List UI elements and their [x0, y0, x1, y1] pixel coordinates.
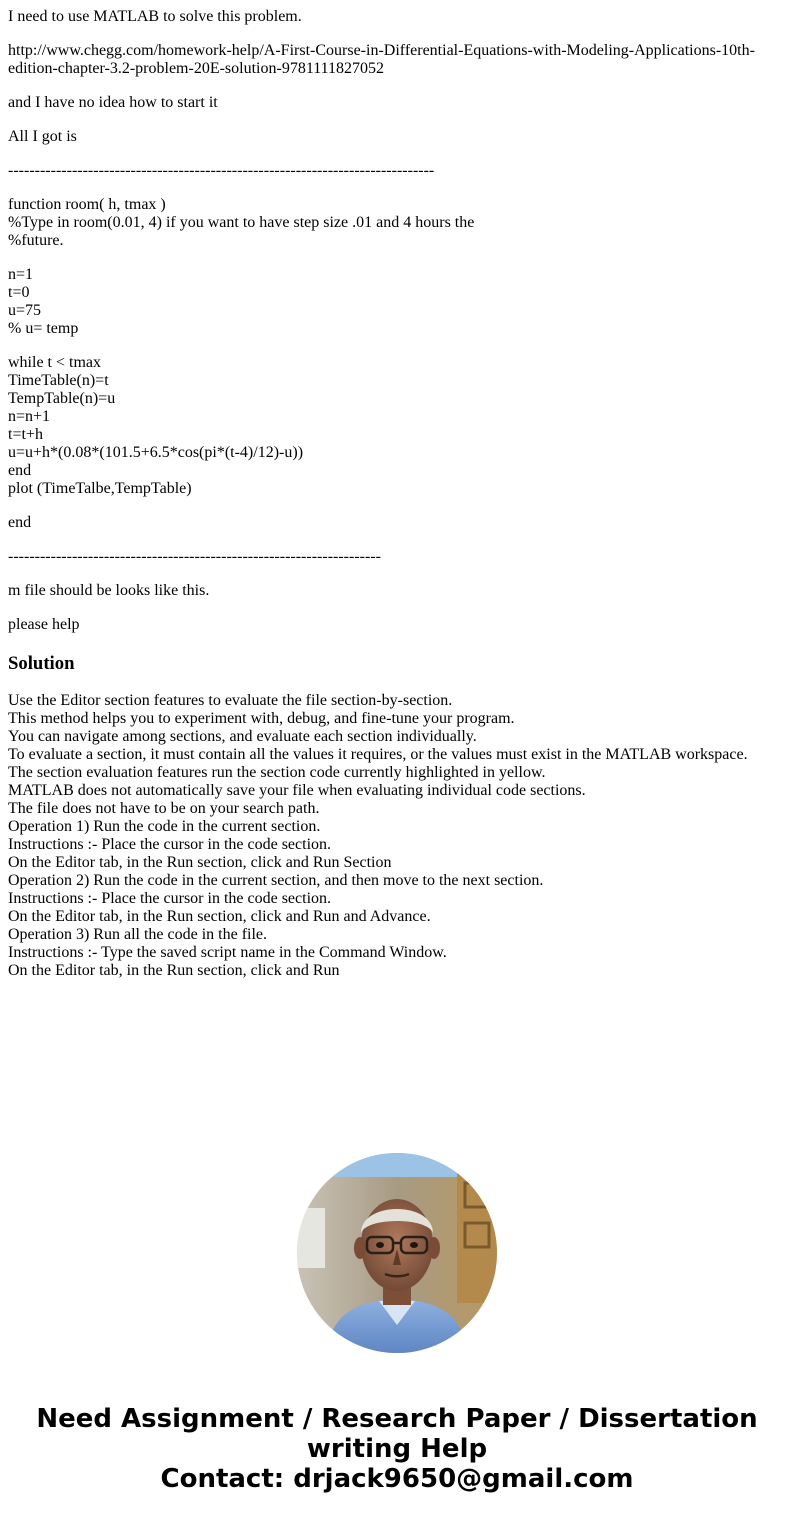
separator-top: --------------------------------------------------------------------------------: [8, 162, 435, 179]
footer-line-1: Need Assignment / Research Paper / Dissertation: [36, 1404, 758, 1434]
solution-line: Operation 2) Run the code in the current section, and then move to the next section.: [8, 872, 544, 889]
problem-link-text: http://www.chegg.com/homework-help/A-First-Course-in-Differential-Equations-with-Modeling-Applications-10th-edition-chapter-3.2-problem-20E-solution-9781111827052: [8, 42, 755, 77]
code-line: while t < tmax: [8, 354, 102, 371]
code-line: u=75: [8, 302, 42, 319]
avatar-portrait-icon: [297, 1153, 497, 1353]
question-body: [8, 0, 786, 650]
code-line: n=1: [8, 266, 34, 283]
code-line: %Type in room(0.01, 4) if you want to have step size .01 and 4 hours the: [8, 214, 475, 231]
solution-heading-wrap: [8, 653, 74, 675]
solution-line: On the Editor tab, in the Run section, click and Run and Advance.: [8, 908, 431, 925]
solution-line: MATLAB does not automatically save your file when evaluating individual code sections.: [8, 782, 586, 799]
solution-line: You can navigate among sections, and evaluate each section individually.: [8, 728, 477, 745]
solution-line: On the Editor tab, in the Run section, click and Run: [8, 962, 340, 979]
footer-banner: [0, 1404, 794, 1494]
code-line: % u= temp: [8, 320, 79, 337]
footer-contact: Contact: drjack9650@gmail.com: [160, 1464, 634, 1494]
solution-line: Instructions :- Type the saved script name in the Command Window.: [8, 944, 447, 961]
solution-line: Instructions :- Place the cursor in the code section.: [8, 890, 332, 907]
code-line: u=u+h*(0.08*(101.5+6.5*cos(pi*(t-4)/12)-u)): [8, 444, 304, 461]
solution-line: Operation 3) Run all the code in the file.: [8, 926, 268, 943]
code-line: end: [8, 462, 32, 479]
code-line: %future.: [8, 232, 64, 249]
code-line: plot (TimeTalbe,TempTable): [8, 480, 192, 497]
code-line: n=n+1: [8, 408, 51, 425]
solution-heading: Solution: [8, 653, 75, 674]
code-line: end: [8, 514, 32, 531]
footer-line-2: writing Help: [306, 1434, 488, 1464]
code-init-block: [8, 266, 786, 338]
solution-line: On the Editor tab, in the Run section, click and Run Section: [8, 854, 392, 871]
solution-body: [8, 692, 786, 980]
solution-line: Use the Editor section features to evaluate the file section-by-section.: [8, 692, 453, 709]
code-header-block: [8, 196, 786, 250]
question-no-idea: and I have no idea how to start it: [8, 94, 218, 111]
question-all-i-got: All I got is: [8, 128, 77, 145]
code-line: TimeTable(n)=t: [8, 372, 109, 389]
avatar: [297, 1153, 497, 1353]
question-url: [8, 42, 786, 78]
m-file-note: m file should be looks like this.: [8, 582, 210, 599]
separator-bottom: ----------------------------------------------------------------------: [8, 548, 381, 565]
code-loop-block: [8, 354, 786, 498]
solution-line: To evaluate a section, it must contain all the values it requires, or the values must exist in the MATLAB workspace.: [8, 746, 748, 763]
solution-line: Operation 1) Run the code in the current section.: [8, 818, 321, 835]
code-line: t=0: [8, 284, 30, 301]
question-intro: I need to use MATLAB to solve this problem.: [8, 8, 302, 25]
please-help: please help: [8, 616, 80, 633]
code-line: function room( h, tmax ): [8, 196, 166, 213]
code-line: TempTable(n)=u: [8, 390, 116, 407]
code-line: t=t+h: [8, 426, 43, 443]
solution-line: The section evaluation features run the section code currently highlighted in yellow.: [8, 764, 546, 781]
code-end-block: [8, 514, 786, 532]
solution-line: Instructions :- Place the cursor in the code section.: [8, 836, 332, 853]
solution-line: This method helps you to experiment with, debug, and fine-tune your program.: [8, 710, 515, 727]
solution-line: The file does not have to be on your search path.: [8, 800, 320, 817]
